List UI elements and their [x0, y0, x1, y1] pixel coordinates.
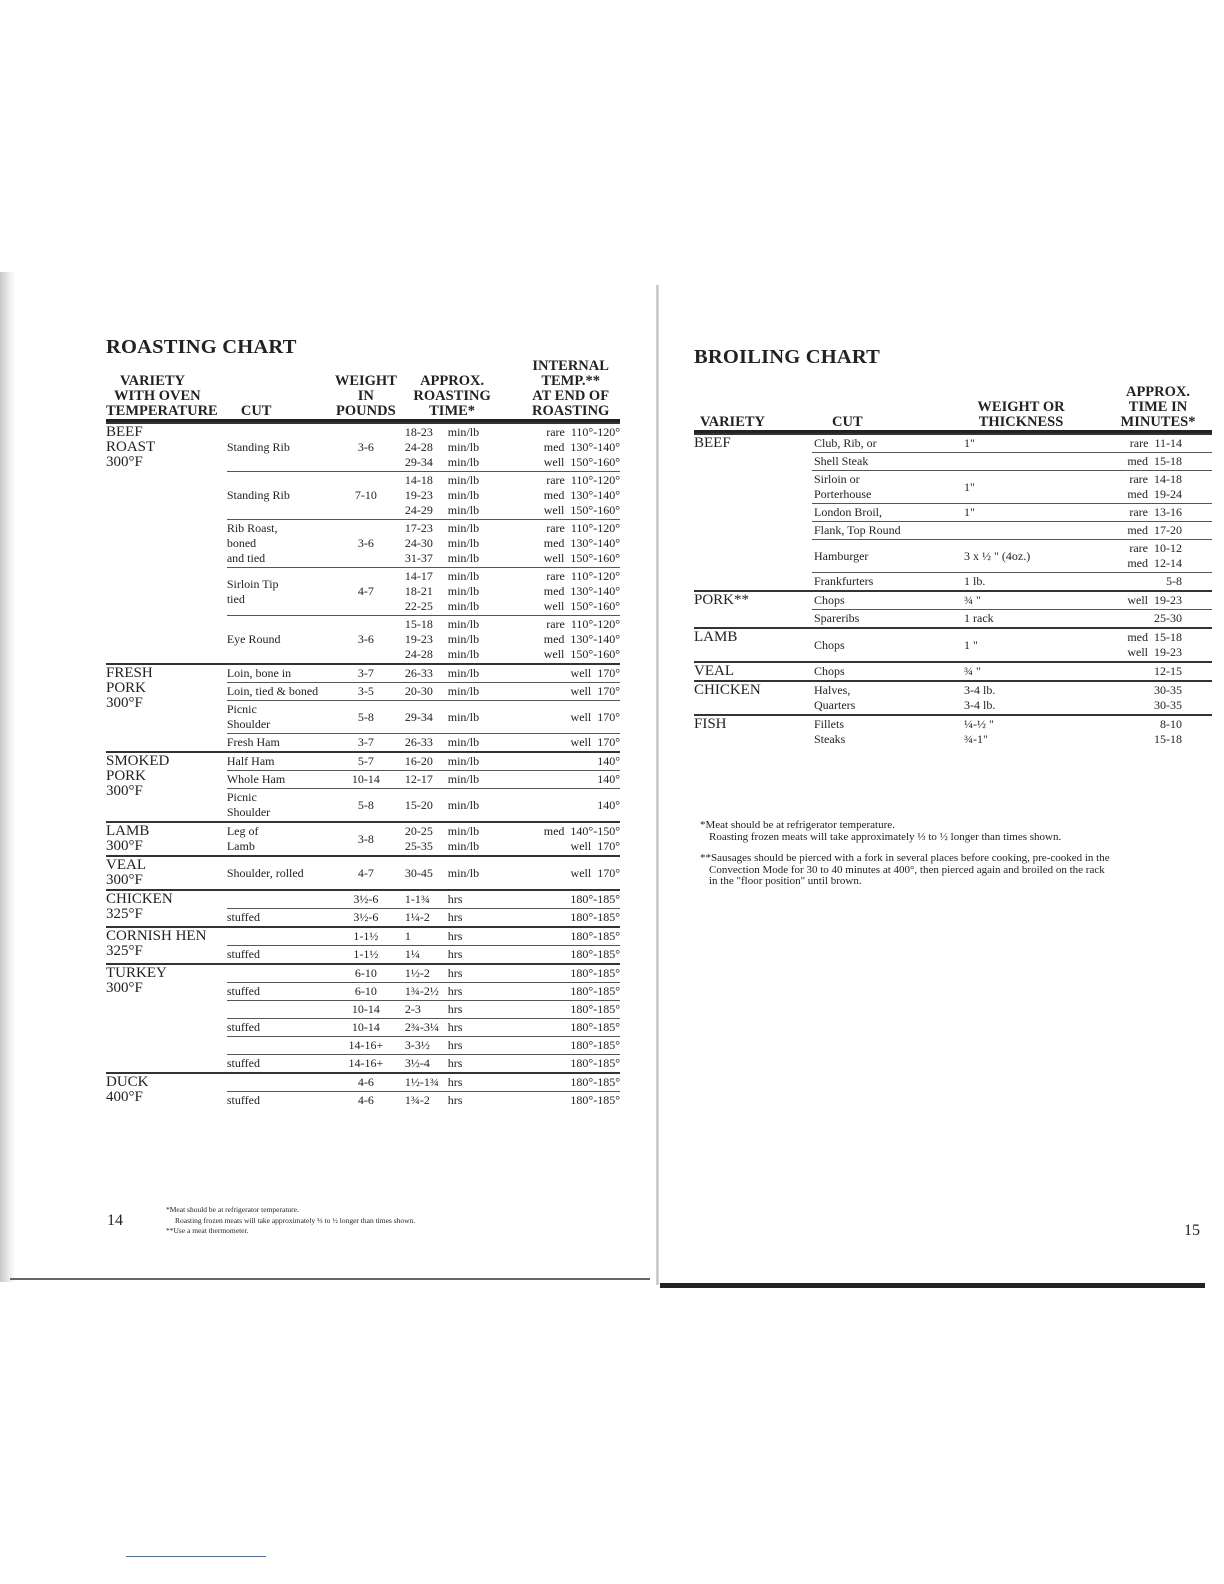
temp-cell: rare 110°-120° med 130°-140° well 150°-160° [507, 423, 620, 472]
unit-cell: min/lb [448, 701, 508, 734]
cut-cell: Shell Steak [812, 453, 952, 471]
roasting-table-body [106, 423, 620, 1109]
time-cell: rare 10-12 med 12-14 [1090, 540, 1212, 573]
variety-cell: PORK** [694, 591, 812, 628]
table-row [106, 890, 620, 909]
cut-cell: Half Ham [227, 752, 335, 771]
time-cell: 14-17 18-21 22-25 [397, 568, 448, 616]
cut-cell: Sirloin Tip tied [227, 568, 335, 616]
time-cell: 29-34 [397, 701, 448, 734]
variety-cell: CHICKEN 325°F [106, 890, 227, 927]
unit-cell: min/lb [448, 789, 508, 823]
variety-cell: FISH [694, 715, 812, 748]
table-row [106, 423, 620, 472]
table-header [694, 385, 1212, 432]
cut-cell: Rib Roast, boned and tied [227, 520, 335, 568]
time-cell: 14-18 19-23 24-29 [397, 472, 448, 520]
weight-header: WEIGHT IN POUNDS [334, 373, 397, 419]
weight-cell: 3-6 [335, 616, 397, 665]
weight-cell: 4-7 [335, 568, 397, 616]
temp-cell: 180°-185° [507, 1073, 620, 1092]
variety-header: VARIETY [700, 414, 766, 430]
unit-cell: min/lb min/lb min/lb [448, 520, 508, 568]
time-cell: 1¾-2 [397, 1092, 448, 1110]
weight-cell: 3½-6 [335, 890, 397, 909]
cut-cell: Sirloin or Porterhouse [812, 471, 952, 504]
cut-cell: Eye Round [227, 616, 335, 665]
time-cell: 15-20 [397, 789, 448, 823]
variety-cell: FRESH PORK 300°F [106, 664, 227, 752]
variety-cell: DUCK 400°F [106, 1073, 227, 1109]
table-row [694, 591, 1212, 610]
cut-cell: Halves, Quarters [812, 681, 952, 715]
cut-cell [227, 1037, 335, 1055]
unit-cell: hrs [448, 1019, 508, 1037]
weight-cell: 1" [952, 471, 1090, 504]
time-cell: 2¾-3¼ [397, 1019, 448, 1037]
temp-header: INTERNAL TEMP.** AT END OF ROASTING [531, 358, 610, 419]
temp-cell: 180°-185° [507, 1055, 620, 1074]
time-cell: med 17-20 [1090, 522, 1212, 540]
temp-cell: rare 110°-120° med 130°-140° well 150°-160° [507, 616, 620, 665]
cut-cell: Flank, Top Round [812, 522, 952, 540]
broiling-footnotes: *Meat should be at refrigerator temperature. Roasting frozen meats will take approximately ⅓ to ½ longer than times shown. **Sausages should be pierced with a fork in several places before cooking, pre-cooked in the Convection Mode for 30 to 40 minutes at 400°, then pierced again and broiled on the rack in the "floor position" until brown. [700, 819, 1110, 887]
cut-cell: Fillets Steaks [812, 715, 952, 748]
cut-cell: Hamburger [812, 540, 952, 573]
time-cell: 18-23 24-28 29-34 [397, 423, 448, 472]
unit-cell: min/lb [448, 734, 508, 753]
table-row [106, 856, 620, 890]
time-cell: 1-1¾ [397, 890, 448, 909]
temp-cell: 180°-185° [507, 946, 620, 965]
time-cell: 12-15 [1090, 662, 1212, 681]
broiling-table-body [694, 434, 1212, 748]
weight-cell: 3-4 lb. 3-4 lb. [952, 681, 1090, 715]
weight-cell: 3-7 [335, 734, 397, 753]
temp-cell: 180°-185° [507, 1092, 620, 1110]
weight-cell [952, 453, 1090, 471]
page-title: ROASTING CHART [106, 336, 297, 358]
cut-cell: Picnic Shoulder [227, 789, 335, 823]
time-cell: 3-3½ [397, 1037, 448, 1055]
weight-cell: 1" [952, 504, 1090, 522]
cut-cell: London Broil, [812, 504, 952, 522]
time-header: APPROX. ROASTING TIME* [413, 373, 491, 419]
roasting-footnotes: *Meat should be at refrigerator temperature. Roasting frozen meats will take approximately ⅓ to ½ longer than times shown. **Use a meat thermometer. [166, 1205, 416, 1235]
unit-cell: hrs [448, 1092, 508, 1110]
temp-cell: well 170° [507, 701, 620, 734]
unit-cell: hrs [448, 890, 508, 909]
table-row [106, 1073, 620, 1092]
weight-cell: 1 lb. [952, 573, 1090, 592]
time-cell: rare 13-16 [1090, 504, 1212, 522]
time-cell: 30-35 30-35 [1090, 681, 1212, 715]
variety-cell: SMOKED PORK 300°F [106, 752, 227, 822]
weight-cell: 3-6 [335, 520, 397, 568]
unit-cell: min/lb [448, 856, 508, 890]
cut-cell [227, 1073, 335, 1092]
time-cell: 1½-1¾ [397, 1073, 448, 1092]
time-cell: 1¼ [397, 946, 448, 965]
temp-cell: well 170° [507, 664, 620, 683]
temp-cell: 180°-185° [507, 964, 620, 983]
cut-cell: stuffed [227, 1055, 335, 1074]
cut-cell: Spareribs [812, 610, 952, 629]
weight-cell: 3-5 [335, 683, 397, 701]
time-cell: 12-17 [397, 771, 448, 789]
temp-cell: rare 110°-120° med 130°-140° well 150°-160° [507, 520, 620, 568]
temp-cell: well 170° [507, 734, 620, 753]
weight-cell: 5-8 [335, 701, 397, 734]
unit-cell: min/lb min/lb [448, 822, 508, 856]
variety-cell: VEAL 300°F [106, 856, 227, 890]
cut-cell: stuffed [227, 946, 335, 965]
temp-cell: rare 110°-120° med 130°-140° well 150°-160° [507, 568, 620, 616]
cut-cell: Chops [812, 662, 952, 681]
unit-cell: min/lb min/lb min/lb [448, 568, 508, 616]
weight-header: WEIGHT OR THICKNESS [977, 399, 1065, 430]
variety-cell: TURKEY 300°F [106, 964, 227, 1073]
cut-cell: Standing Rib [227, 472, 335, 520]
weight-cell: 3 x ½ " (4oz.) [952, 540, 1090, 573]
weight-cell: 10-14 [335, 1001, 397, 1019]
weight-cell: 6-10 [335, 983, 397, 1001]
left-bottom-edge [10, 1278, 650, 1280]
cut-cell: Frankfurters [812, 573, 952, 592]
weight-cell: 3½-6 [335, 909, 397, 928]
cut-cell: Chops [812, 628, 952, 662]
time-cell: 25-30 [1090, 610, 1212, 629]
time-cell: 17-23 24-30 31-37 [397, 520, 448, 568]
weight-cell: 3-8 [335, 822, 397, 856]
time-cell: well 19-23 [1090, 591, 1212, 610]
temp-cell: 180°-185° [507, 1019, 620, 1037]
cut-cell [227, 890, 335, 909]
weight-cell: 5-8 [335, 789, 397, 823]
broiling-table [694, 385, 1212, 748]
page-title: BROILING CHART [694, 346, 881, 368]
cut-cell: stuffed [227, 909, 335, 928]
cut-cell: Fresh Ham [227, 734, 335, 753]
table-row [106, 664, 620, 683]
variety-cell: CORNISH HEN 325°F [106, 927, 227, 964]
time-cell: 26-33 [397, 664, 448, 683]
page-number-right: 15 [1184, 1222, 1200, 1239]
unit-cell: min/lb [448, 771, 508, 789]
variety-cell: CHICKEN [694, 681, 812, 715]
time-cell: 20-30 [397, 683, 448, 701]
weight-cell: ¾ " [952, 591, 1090, 610]
table-row [694, 715, 1212, 748]
weight-cell: 1-1½ [335, 946, 397, 965]
table-row [106, 964, 620, 983]
weight-cell: 5-7 [335, 752, 397, 771]
page-number-left: 14 [107, 1212, 123, 1229]
time-cell: 16-20 [397, 752, 448, 771]
unit-cell: hrs [448, 1001, 508, 1019]
weight-cell: 10-14 [335, 771, 397, 789]
time-cell: 1¼-2 [397, 909, 448, 928]
time-cell: 20-25 25-35 [397, 822, 448, 856]
time-cell: 5-8 [1090, 573, 1212, 592]
cut-cell: stuffed [227, 983, 335, 1001]
cut-cell: Shoulder, rolled [227, 856, 335, 890]
weight-cell: ¾ " [952, 662, 1090, 681]
unit-cell: hrs [448, 927, 508, 946]
temp-cell: 140° [507, 789, 620, 823]
unit-cell: hrs [448, 946, 508, 965]
page-spine-shadow [0, 272, 16, 1282]
time-cell: 26-33 [397, 734, 448, 753]
cut-header: CUT [832, 414, 863, 430]
unit-cell: hrs [448, 964, 508, 983]
unit-cell: min/lb min/lb min/lb [448, 472, 508, 520]
link-underline [126, 1556, 266, 1557]
variety-cell: BEEF [694, 434, 812, 591]
weight-cell: 1" [952, 434, 1090, 453]
temp-cell: 180°-185° [507, 909, 620, 928]
time-cell: 30-45 [397, 856, 448, 890]
variety-cell: LAMB [694, 628, 812, 662]
time-cell: 8-10 15-18 [1090, 715, 1212, 748]
time-cell: 3½-4 [397, 1055, 448, 1074]
table-row [694, 434, 1212, 453]
unit-cell: hrs [448, 1055, 508, 1074]
weight-cell: 14-16+ [335, 1037, 397, 1055]
weight-cell: 4-7 [335, 856, 397, 890]
table-row [106, 927, 620, 946]
unit-cell: min/lb [448, 752, 508, 771]
variety-cell: VEAL [694, 662, 812, 681]
weight-cell: 1 rack [952, 610, 1090, 629]
right-bottom-edge [660, 1283, 1205, 1288]
roasting-table [106, 359, 620, 1109]
weight-cell [952, 522, 1090, 540]
weight-cell: 4-6 [335, 1092, 397, 1110]
cut-cell [227, 964, 335, 983]
roasting-chart-page [106, 336, 620, 1109]
time-cell: 2-3 [397, 1001, 448, 1019]
cut-cell [227, 1001, 335, 1019]
center-fold [656, 285, 659, 1285]
variety-header: VARIETY WITH OVEN TEMPERATURE [106, 373, 218, 419]
table-header [106, 359, 620, 421]
temp-cell: 180°-185° [507, 927, 620, 946]
temp-cell: 180°-185° [507, 1037, 620, 1055]
unit-cell: min/lb [448, 664, 508, 683]
cut-cell: Leg of Lamb [227, 822, 335, 856]
weight-cell: ¼-½ " ¾-1" [952, 715, 1090, 748]
weight-cell: 14-16+ [335, 1055, 397, 1074]
time-cell: med 15-18 [1090, 453, 1212, 471]
unit-cell: min/lb min/lb min/lb [448, 423, 508, 472]
temp-cell: well 170° [507, 683, 620, 701]
unit-cell: hrs [448, 983, 508, 1001]
weight-cell: 1 " [952, 628, 1090, 662]
cut-cell: Chops [812, 591, 952, 610]
cut-header: CUT [240, 403, 272, 419]
cut-cell: Loin, bone in [227, 664, 335, 683]
unit-cell: min/lb [448, 683, 508, 701]
cut-cell [227, 927, 335, 946]
weight-cell: 3-7 [335, 664, 397, 683]
weight-cell: 7-10 [335, 472, 397, 520]
time-cell: 1½-2 [397, 964, 448, 983]
unit-cell: hrs [448, 1073, 508, 1092]
temp-cell: 180°-185° [507, 1001, 620, 1019]
table-row [106, 822, 620, 856]
cut-cell: Standing Rib [227, 423, 335, 472]
unit-cell: hrs [448, 909, 508, 928]
time-cell: rare 14-18 med 19-24 [1090, 471, 1212, 504]
time-cell: med 15-18 well 19-23 [1090, 628, 1212, 662]
temp-cell: 140° [507, 771, 620, 789]
cut-cell: stuffed [227, 1092, 335, 1110]
time-header: APPROX. TIME IN MINUTES* [1120, 384, 1196, 430]
temp-cell: 180°-185° [507, 890, 620, 909]
time-cell: rare 11-14 [1090, 434, 1212, 453]
cut-cell: stuffed [227, 1019, 335, 1037]
cut-cell: Loin, tied & boned [227, 683, 335, 701]
unit-cell: min/lb min/lb min/lb [448, 616, 508, 665]
time-cell: 15-18 19-23 24-28 [397, 616, 448, 665]
weight-cell: 6-10 [335, 964, 397, 983]
broiling-chart-page [694, 346, 1212, 748]
weight-cell: 4-6 [335, 1073, 397, 1092]
temp-cell: med 140°-150° well 170° [507, 822, 620, 856]
variety-cell: LAMB 300°F [106, 822, 227, 856]
table-row [106, 752, 620, 771]
temp-cell: 180°-185° [507, 983, 620, 1001]
cut-cell: Whole Ham [227, 771, 335, 789]
unit-cell: hrs [448, 1037, 508, 1055]
temp-cell: 140° [507, 752, 620, 771]
weight-cell: 10-14 [335, 1019, 397, 1037]
time-cell: 1 [397, 927, 448, 946]
temp-cell: rare 110°-120° med 130°-140° well 150°-160° [507, 472, 620, 520]
table-row [694, 628, 1212, 662]
table-row [694, 662, 1212, 681]
time-cell: 1¾-2½ [397, 983, 448, 1001]
cut-cell: Club, Rib, or [812, 434, 952, 453]
variety-cell: BEEF ROAST 300°F [106, 423, 227, 664]
table-row [694, 681, 1212, 715]
weight-cell: 3-6 [335, 423, 397, 472]
weight-cell: 1-1½ [335, 927, 397, 946]
temp-cell: well 170° [507, 856, 620, 890]
cut-cell: Picnic Shoulder [227, 701, 335, 734]
